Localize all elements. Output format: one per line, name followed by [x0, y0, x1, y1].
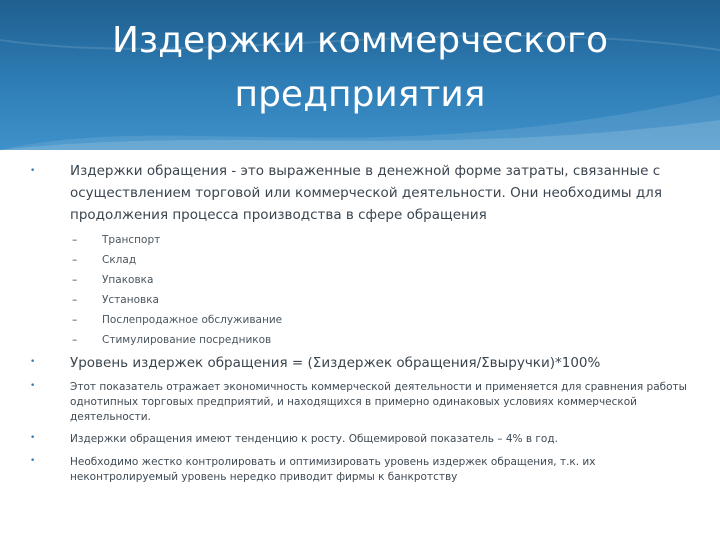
- list-dash: –: [72, 254, 78, 266]
- bullet-marker: •: [30, 381, 36, 391]
- formula-text: Уровень издержек обращения = (Σиздержек обращения/Σвыручки)*100%: [70, 355, 601, 371]
- list-item: [72, 290, 472, 310]
- list-dash: –: [72, 294, 78, 306]
- bullet-marker: •: [30, 357, 36, 367]
- list-item: [72, 270, 472, 290]
- slide-title-line-2: предприятия: [234, 74, 486, 115]
- explanation-text: Этот показатель отражает экономичность коммерческой деятельности и применяется для сравнения работы однотипных торговых предприятий, и находящихся в примерно одинаковых условиях коммерческой деятельности.: [70, 381, 687, 423]
- list-item: [72, 310, 472, 330]
- list-item: [72, 230, 472, 250]
- bullet-marker: •: [30, 456, 36, 466]
- control-text: Необходимо жестко контролировать и оптимизировать уровень издержек обращения, т.к. их неконтролируемый уровень нередко приводит фирмы к банкротству: [70, 456, 596, 483]
- list-item-label: Послепродажное обслуживание: [102, 314, 283, 326]
- list-item-label: Транспорт: [102, 234, 161, 246]
- title-banner: [0, 0, 720, 150]
- list-dash: –: [72, 334, 78, 346]
- list-item-label: Упаковка: [102, 274, 154, 286]
- bullet-marker: •: [30, 166, 36, 176]
- list-item-label: Установка: [102, 294, 159, 306]
- list-dash: –: [72, 314, 78, 326]
- definition-text: Издержки обращения - это выраженные в денежной форме затраты, связанные с осуществлением торговой или коммерческой деятельности. Они необходимы для продолжения процесса производства в сфере обращения: [70, 163, 662, 223]
- slide-title-line-1: Издержки коммерческого: [112, 20, 608, 61]
- list-dash: –: [72, 274, 78, 286]
- bullet-marker: •: [30, 433, 36, 443]
- trend-text: Издержки обращения имеют тенденцию к росту. Общемировой показатель – 4% в год.: [70, 433, 558, 445]
- list-item: [72, 330, 472, 350]
- list-item-label: Склад: [102, 254, 137, 266]
- cost-items-list: [72, 230, 472, 350]
- list-item-label: Стимулирование посредников: [102, 334, 272, 346]
- list-item: [72, 250, 472, 270]
- list-dash: –: [72, 234, 78, 246]
- slide-title: [0, 14, 720, 122]
